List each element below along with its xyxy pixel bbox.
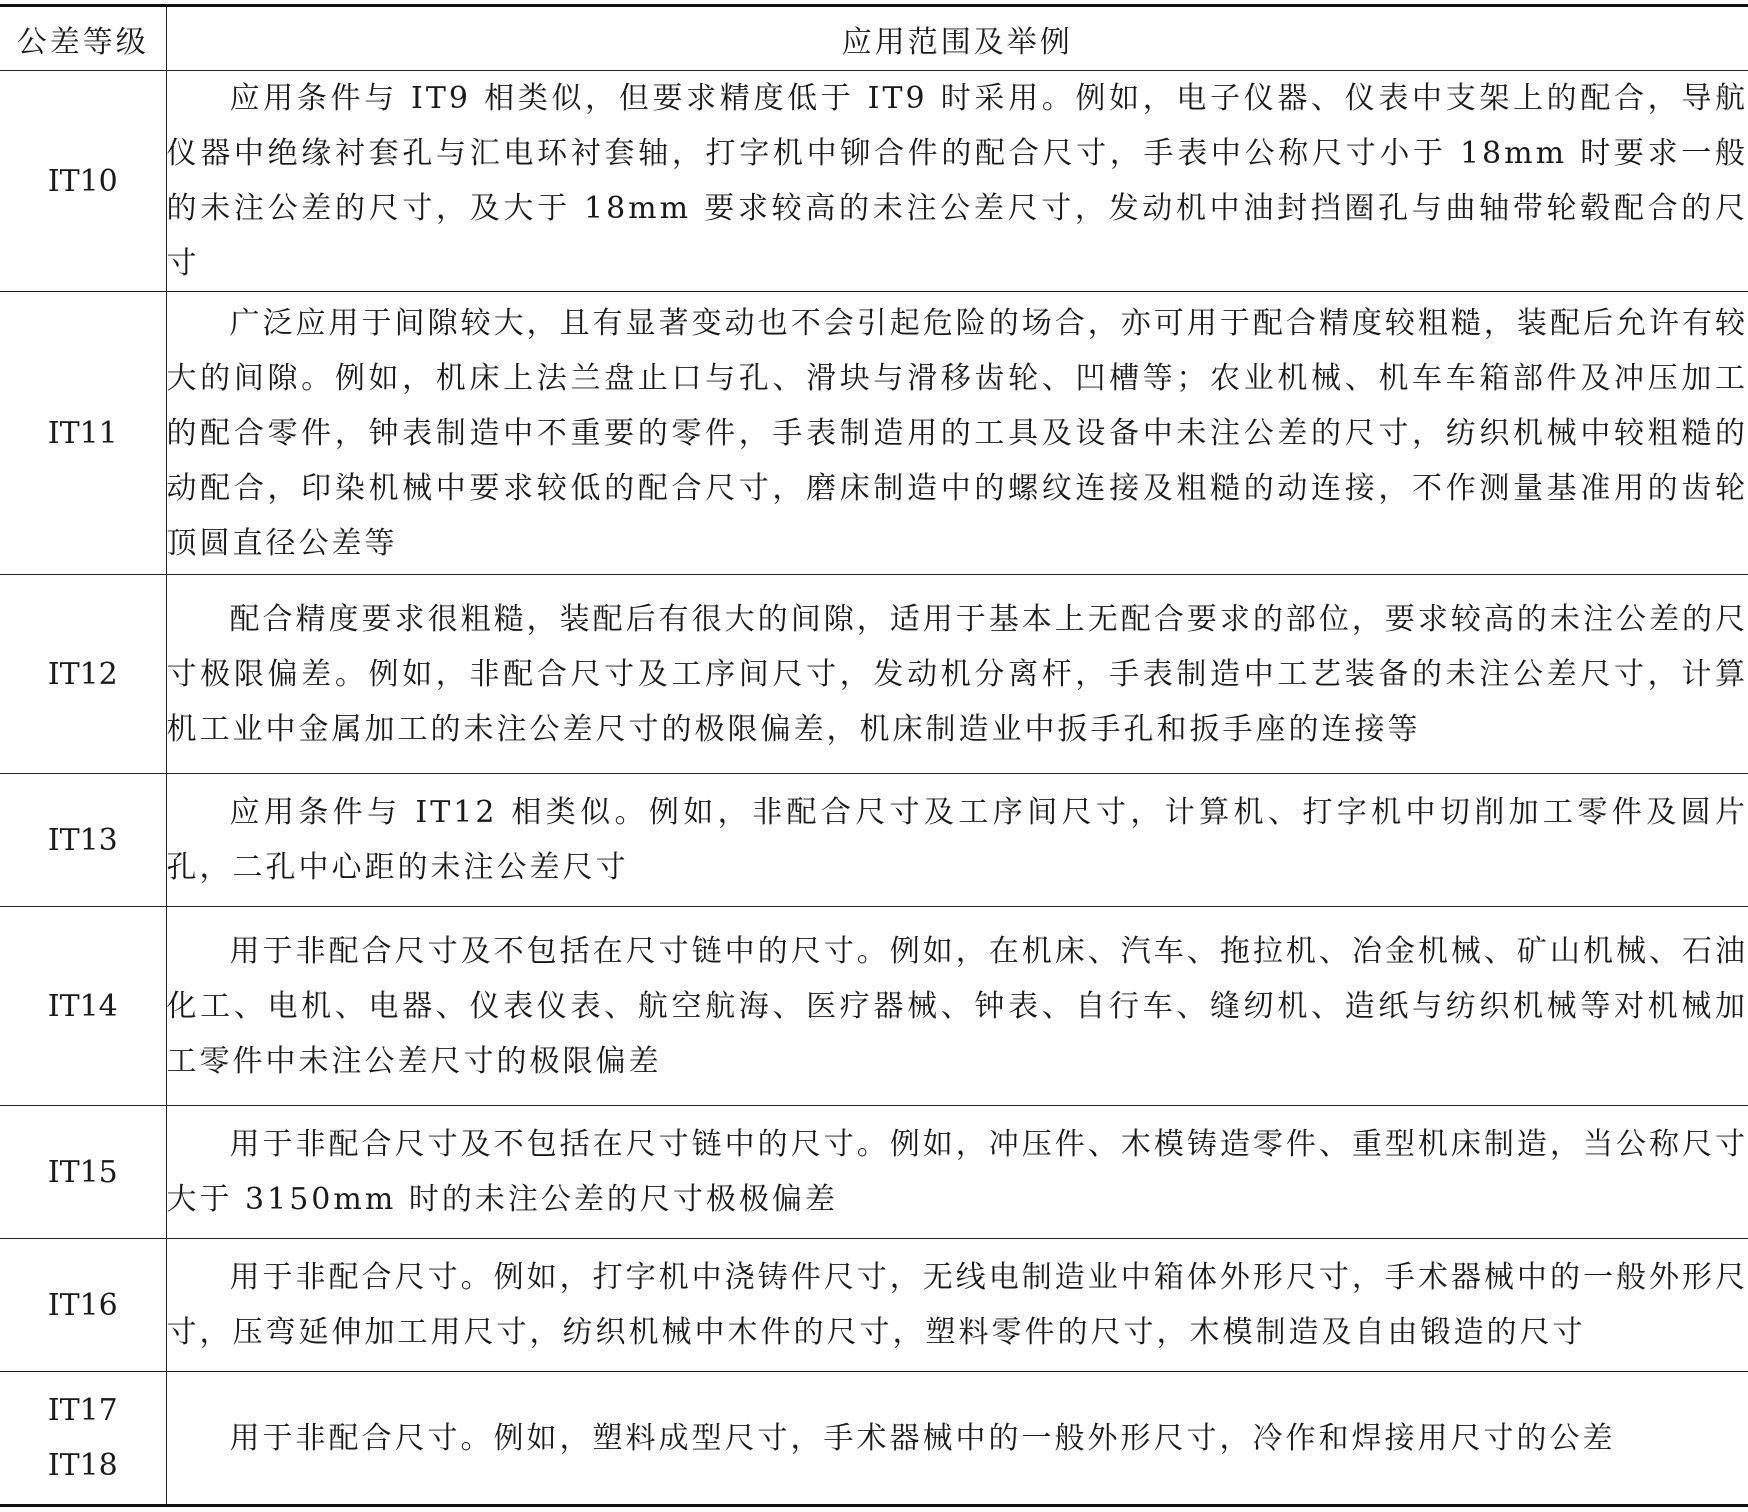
grade-label: IT16 xyxy=(47,1287,118,1323)
table-header-row xyxy=(0,6,1748,71)
grade-label: IT12 xyxy=(47,656,118,692)
table-row xyxy=(0,1106,1748,1239)
grade-label: IT17 xyxy=(47,1393,118,1428)
grade-cell xyxy=(0,1372,166,1506)
application-cell: 用于非配合尺寸及不包括在尺寸链中的尺寸。例如，冲压件、木模铸造零件、重型机床制造，当公称尺寸大于 3150mm 时的未注公差的尺寸极极偏差 xyxy=(166,1106,1748,1239)
grade-cell xyxy=(0,575,166,774)
grade-cell xyxy=(0,1106,166,1239)
application-cell: 应用条件与 IT12 相类似。例如，非配合尺寸及工序间尺寸，计算机、打字机中切削加工零件及圆片孔，二孔中心距的未注公差尺寸 xyxy=(166,774,1748,907)
grade-label: IT14 xyxy=(47,988,118,1024)
header-tolerance-grade: 公差等级 xyxy=(0,6,166,71)
header-application-examples: 应用范围及举例 xyxy=(166,6,1748,71)
grade-cell xyxy=(0,1239,166,1372)
table-row xyxy=(0,1372,1748,1506)
grade-label: IT13 xyxy=(47,822,118,858)
grade-cell xyxy=(0,907,166,1106)
application-cell: 用于非配合尺寸。例如，塑料成型尺寸，手术器械中的一般外形尺寸，冷作和焊接用尺寸的公差 xyxy=(166,1372,1748,1506)
application-cell: 用于非配合尺寸及不包括在尺寸链中的尺寸。例如，在机床、汽车、拖拉机、冶金机械、矿山机械、石油化工、电机、电器、仪表仪表、航空航海、医疗器械、钟表、自行车、缝纫机、造纸与纺织机械等对机械加工零件中未注公差尺寸的极限偏差 xyxy=(166,907,1748,1106)
tolerance-grade-table xyxy=(0,4,1748,1507)
table-row xyxy=(0,1239,1748,1372)
grade-label: IT15 xyxy=(47,1154,118,1190)
table-row xyxy=(0,292,1748,575)
table-row xyxy=(0,774,1748,907)
table-row xyxy=(0,575,1748,774)
grade-label: IT10 xyxy=(47,163,118,199)
table-row xyxy=(0,907,1748,1106)
application-cell: 广泛应用于间隙较大，且有显著变动也不会引起危险的场合，亦可用于配合精度较粗糙，装配后允许有较大的间隙。例如，机床上法兰盘止口与孔、滑块与滑移齿轮、凹槽等；农业机械、机车车箱部件及冲压加工的配合零件，钟表制造中不重要的零件，手表制造用的工具及设备中未注公差的尺寸，纺织机械中较粗糙的动配合，印染机械中要求较低的配合尺寸，磨床制造中的螺纹连接及粗糙的动连接，不作测量基准用的齿轮顶圆直径公差等 xyxy=(166,292,1748,575)
application-cell: 应用条件与 IT9 相类似，但要求精度低于 IT9 时采用。例如，电子仪器、仪表中支架上的配合，导航仪器中绝缘衬套孔与汇电环衬套轴，打字机中铆合件的配合尺寸，手表中公称尺寸小于 18mm 时要求一般的未注公差的尺寸，及大于 18mm 要求较高的未注公差尺寸，发动机中油封挡圈孔与曲轴带轮毂配合的尺寸 xyxy=(166,71,1748,292)
table-row xyxy=(0,71,1748,292)
application-cell: 配合精度要求很粗糙，装配后有很大的间隙，适用于基本上无配合要求的部位，要求较高的未注公差的尺寸极限偏差。例如，非配合尺寸及工序间尺寸，发动机分离杆，手表制造中工艺装备的未注公差尺寸，计算机工业中金属加工的未注公差尺寸的极限偏差，机床制造业中扳手孔和扳手座的连接等 xyxy=(166,575,1748,774)
application-cell: 用于非配合尺寸。例如，打字机中浇铸件尺寸，无线电制造业中箱体外形尺寸，手术器械中的一般外形尺寸，压弯延伸加工用尺寸，纺织机械中木件的尺寸，塑料零件的尺寸，木模制造及自由锻造的尺寸 xyxy=(166,1239,1748,1372)
grade-cell xyxy=(0,774,166,907)
grade-cell xyxy=(0,71,166,292)
grade-label: IT11 xyxy=(47,415,118,451)
grade-label: IT18 xyxy=(47,1448,118,1483)
grade-cell xyxy=(0,292,166,575)
